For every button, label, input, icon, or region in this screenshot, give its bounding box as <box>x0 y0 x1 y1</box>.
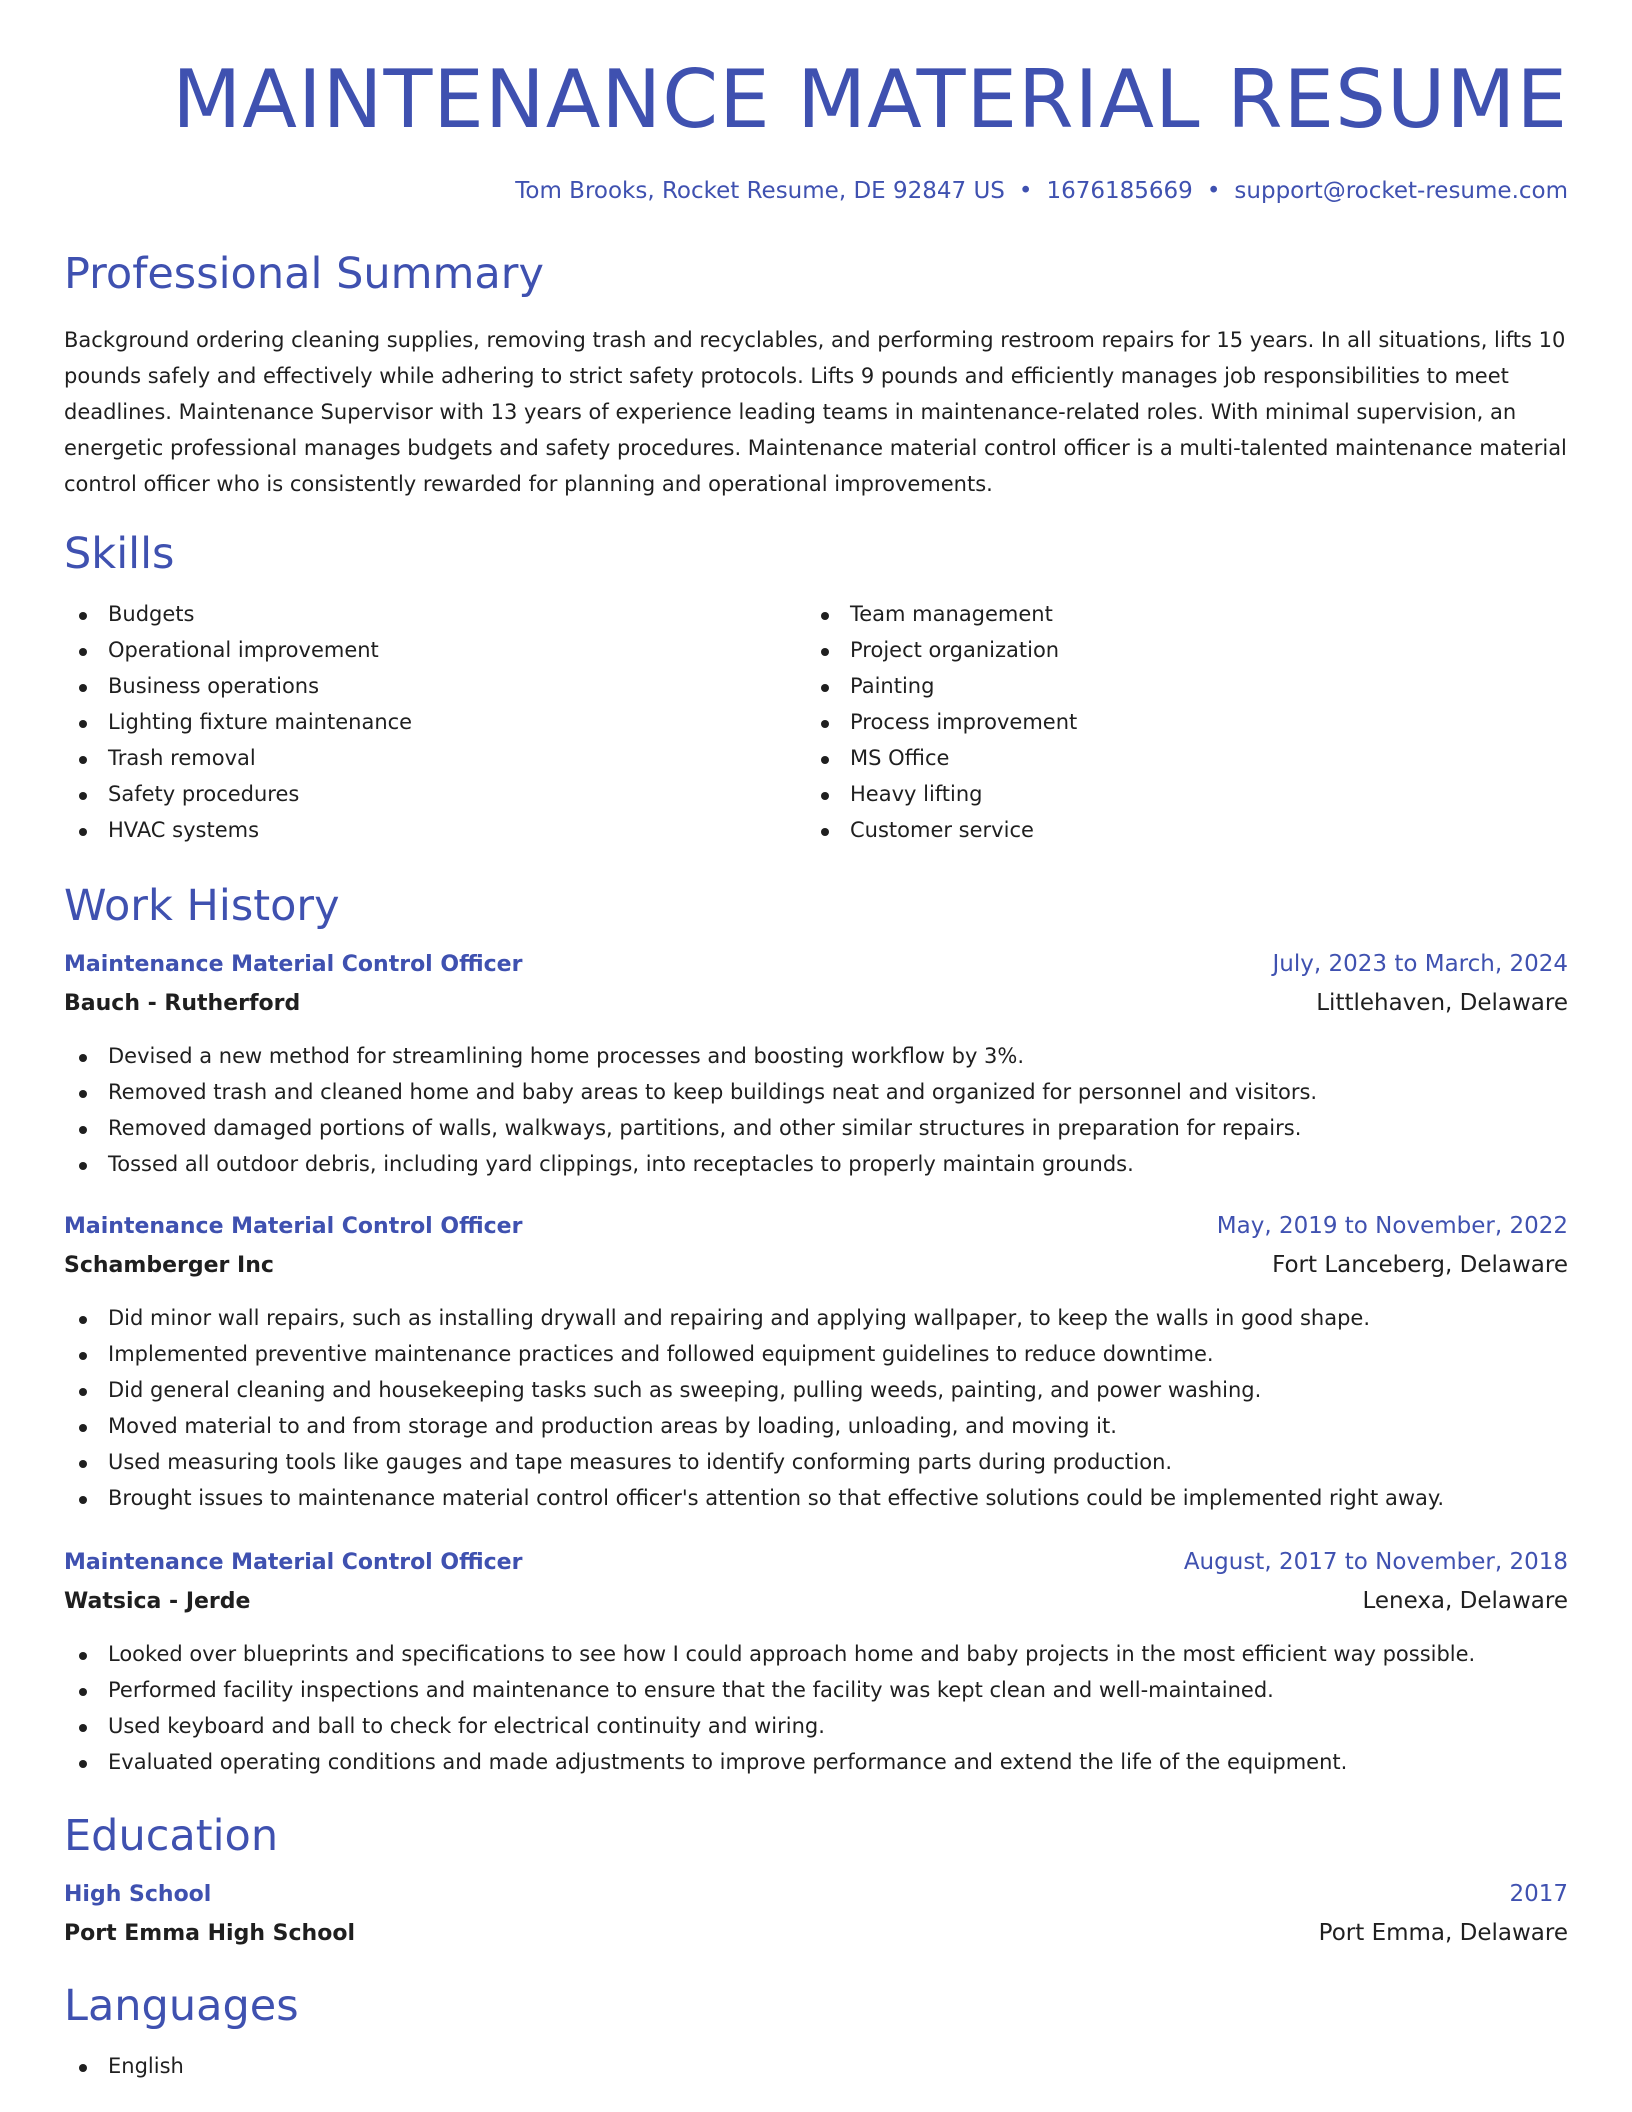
education-heading: Education <box>64 1811 279 1861</box>
skills-column-right <box>806 596 1548 848</box>
job-company: Bauch - Rutherford <box>64 991 301 1016</box>
job-dates: May, 2019 to November, 2022 <box>1216 1213 1568 1239</box>
language-item: English <box>64 2048 1568 2084</box>
job-company: Schamberger Inc <box>64 1253 274 1278</box>
job-bullet: Used measuring tools like gauges and tape measures to identify conforming parts during production. <box>64 1444 1568 1480</box>
job-location: Littlehaven, Delaware <box>1316 990 1568 1016</box>
job-bullet: Evaluated operating conditions and made adjustments to improve performance and extend the life of the equipment. <box>64 1744 1568 1780</box>
job-company: Watsica - Jerde <box>64 1589 251 1614</box>
skill-item: Team management <box>806 596 1548 632</box>
contact-email: support@rocket-resume.com <box>1234 178 1568 204</box>
skill-item: MS Office <box>806 740 1548 776</box>
job-header-row <box>64 946 1568 983</box>
job-bullet: Tossed all outdoor debris, including yard clippings, into receptacles to properly maintain grounds. <box>64 1146 1568 1182</box>
education-school-row <box>64 1913 1568 1954</box>
skill-item: Customer service <box>806 812 1548 848</box>
job-bullet-list <box>64 1636 1568 1780</box>
job-bullet: Devised a new method for streamlining home processes and boosting workflow by 3%. <box>64 1038 1568 1074</box>
skill-item: Business operations <box>64 668 806 704</box>
languages-list <box>64 2048 1568 2084</box>
job-bullet: Looked over blueprints and specifications to see how I could approach home and baby projects in the most efficient way possible. <box>64 1636 1568 1672</box>
languages-heading: Languages <box>64 1981 299 2031</box>
job-entry <box>64 1544 1568 1780</box>
job-bullet: Performed facility inspections and maintenance to ensure that the facility was kept clean and well-maintained. <box>64 1672 1568 1708</box>
contact-phone: 1676185669 <box>1046 178 1193 204</box>
skill-item: Painting <box>806 668 1548 704</box>
skills-heading: Skills <box>64 529 175 579</box>
skill-item: Operational improvement <box>64 632 806 668</box>
skill-item: Budgets <box>64 596 806 632</box>
job-company-row <box>64 1581 1568 1622</box>
education-header-row <box>64 1876 1568 1913</box>
job-header-row <box>64 1544 1568 1581</box>
work-history-heading: Work History <box>64 881 340 931</box>
skill-item: Project organization <box>806 632 1548 668</box>
job-bullet: Did minor wall repairs, such as installing drywall and repairing and applying wallpaper, to keep the walls in good shape. <box>64 1300 1568 1336</box>
contact-address: Tom Brooks, Rocket Resume, DE 92847 US <box>515 178 1005 204</box>
job-entry <box>64 946 1568 1182</box>
skill-item: Safety procedures <box>64 776 806 812</box>
job-location: Fort Lanceberg, Delaware <box>1272 1252 1568 1278</box>
job-bullet-list <box>64 1300 1568 1516</box>
job-title: Maintenance Material Control Officer <box>64 1214 523 1239</box>
job-title: Maintenance Material Control Officer <box>64 952 523 977</box>
skill-item: Heavy lifting <box>806 776 1548 812</box>
contact-separator: • <box>1018 178 1033 204</box>
education-degree: High School <box>64 1882 212 1907</box>
job-bullet-list <box>64 1038 1568 1182</box>
education-year: 2017 <box>1509 1881 1568 1907</box>
skills-grid <box>64 596 1568 848</box>
education-location: Port Emma, Delaware <box>1318 1920 1568 1946</box>
resume-title: MAINTENANCE MATERIAL RESUME <box>172 53 1568 146</box>
job-bullet: Did general cleaning and housekeeping tasks such as sweeping, pulling weeds, painting, and power washing. <box>64 1372 1568 1408</box>
job-dates: July, 2023 to March, 2024 <box>1272 951 1568 977</box>
contact-separator: • <box>1206 178 1221 204</box>
skill-item: HVAC systems <box>64 812 806 848</box>
job-bullet: Removed trash and cleaned home and baby areas to keep buildings neat and organized for personnel and visitors. <box>64 1074 1568 1110</box>
job-company-row <box>64 1245 1568 1286</box>
education-school: Port Emma High School <box>64 1921 355 1946</box>
job-bullet: Moved material to and from storage and production areas by loading, unloading, and moving it. <box>64 1408 1568 1444</box>
job-entry <box>64 1208 1568 1516</box>
job-bullet: Used keyboard and ball to check for electrical continuity and wiring. <box>64 1708 1568 1744</box>
skill-item: Trash removal <box>64 740 806 776</box>
job-title: Maintenance Material Control Officer <box>64 1550 523 1575</box>
job-bullet: Brought issues to maintenance material control officer's attention so that effective solutions could be implemented right away. <box>64 1480 1568 1516</box>
education-entry <box>64 1876 1568 1954</box>
skill-item: Process improvement <box>806 704 1548 740</box>
job-dates: August, 2017 to November, 2018 <box>1183 1549 1568 1575</box>
job-header-row <box>64 1208 1568 1245</box>
skill-item: Lighting fixture maintenance <box>64 704 806 740</box>
skills-column-left <box>64 596 806 848</box>
contact-line <box>64 176 1568 206</box>
job-bullet: Removed damaged portions of walls, walkways, partitions, and other similar structures in preparation for repairs. <box>64 1110 1568 1146</box>
job-bullet: Implemented preventive maintenance practices and followed equipment guidelines to reduce downtime. <box>64 1336 1568 1372</box>
job-company-row <box>64 983 1568 1024</box>
job-location: Lenexa, Delaware <box>1362 1588 1568 1614</box>
summary-text: Background ordering cleaning supplies, removing trash and recyclables, and performing restroom repairs for 15 years. In all situations, lifts 10 pounds safely and effectively while adhering to strict safety protocols. Lifts 9 pounds and efficiently manages job responsibilities to meet deadlines. Maintenance Supervisor with 13 years of experience leading teams in maintenance-related roles. With minimal supervision, an energetic professional manages budgets and safety procedures. Maintenance material control officer is a multi-talented maintenance material control officer who is consistently rewarded for planning and operational improvements. <box>64 328 1567 496</box>
summary-heading: Professional Summary <box>64 249 544 299</box>
